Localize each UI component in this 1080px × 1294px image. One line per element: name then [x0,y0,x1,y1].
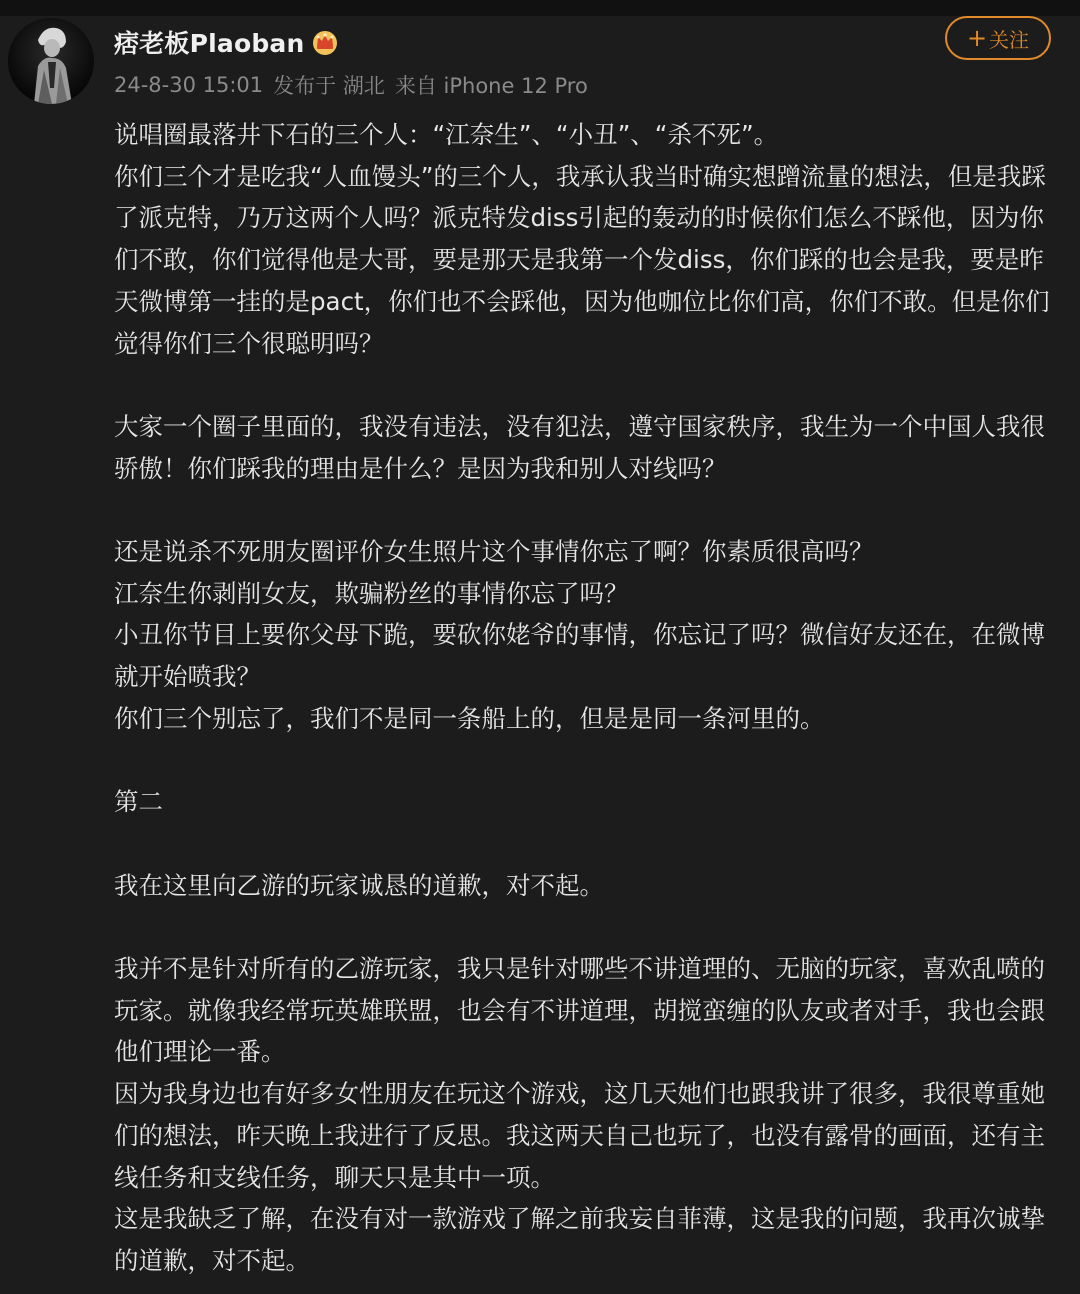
section-heading: 第二 [114,787,163,817]
post-header [0,0,1080,110]
paragraph: 还是说杀不死朋友圈评价女生照片这个事情你忘了啊？你素质很高吗？ [114,537,874,566]
paragraph: 这是我缺乏了解，在没有对一款游戏了解之前我妄自菲薄，这是我的问题，我再次诚挚的道歉，对不起。 [114,1204,1045,1275]
avatar-figure-icon [8,18,94,104]
paragraph: 说唱圈最落井下石的三个人：“江奈生”、“小丑”、“杀不死”。 [114,120,779,149]
avatar[interactable] [8,18,94,104]
username-row [114,22,339,62]
follow-button[interactable] [945,16,1051,60]
post-date: 24-8-30 15:01 [114,73,264,97]
paragraph-gap [114,906,1054,948]
post-location: 发布于 湖北 [273,74,385,98]
username[interactable]: 痞老板Plaoban [114,29,305,58]
paragraph-gap [114,489,1054,531]
paragraph: 大家一个圈子里面的，我没有违法，没有犯法，遵守国家秩序，我生为一个中国人我很骄傲！你们踩我的理由是什么？是因为我和别人对线吗？ [114,411,1045,483]
paragraph-gap [114,364,1054,406]
paragraph: 因为我身边也有好多女性朋友在玩这个游戏，这几天她们也跟我讲了很多，我很尊重她们的想法，昨天晚上我进行了反思。我这两天自己也玩了，也没有露骨的画面，还有主线任务和支线任务，聊天只是其中一项。 [114,1079,1045,1192]
paragraph: 你们三个才是吃我“人血馒头”的三个人，我承认我当时确实想蹭流量的想法，但是我踩了派克特，乃万这两个人吗？派克特发diss引起的轰动的时候你们怎么不踩他，因为你们不敢，你们觉得他是大哥，要是那天是我第一个发diss，你们踩的也会是我，要是昨天微博第一挂的是pact，你们也不会踩他，因为他咖位比你们高，你们不敢。但是你们觉得你们三个很聪明吗？ [114,161,1050,358]
post-meta [114,70,598,100]
post-source: 来自 iPhone 12 Pro [394,74,588,98]
crown-icon [311,28,339,56]
follow-label: 关注 [989,27,1030,52]
paragraph: 我并不是针对所有的乙游玩家，我只是针对哪些不讲道理的、无脑的玩家，喜欢乱喷的玩家。就像我经常玩英雄联盟，也会有不讲道理，胡搅蛮缠的队友或者对手，我也会跟他们理论一番。 [114,953,1045,1067]
paragraph-gap [114,740,1054,782]
post-body [114,114,1054,1282]
paragraph-gap [114,823,1054,865]
paragraph: 江奈生你剥削女友，欺骗粉丝的事情你忘了吗？ [114,578,629,608]
plus-icon: + [966,24,988,52]
paragraph: 你们三个别忘了，我们不是同一条船上的，但是是同一条河里的。 [114,703,825,733]
paragraph: 我在这里向乙游的玩家诚恳的道歉，对不起。 [114,870,604,900]
paragraph: 小丑你节目上要你父母下跪，要砍你姥爷的事情，你忘记了吗？微信好友还在，在微博就开始喷我？ [114,620,1045,692]
